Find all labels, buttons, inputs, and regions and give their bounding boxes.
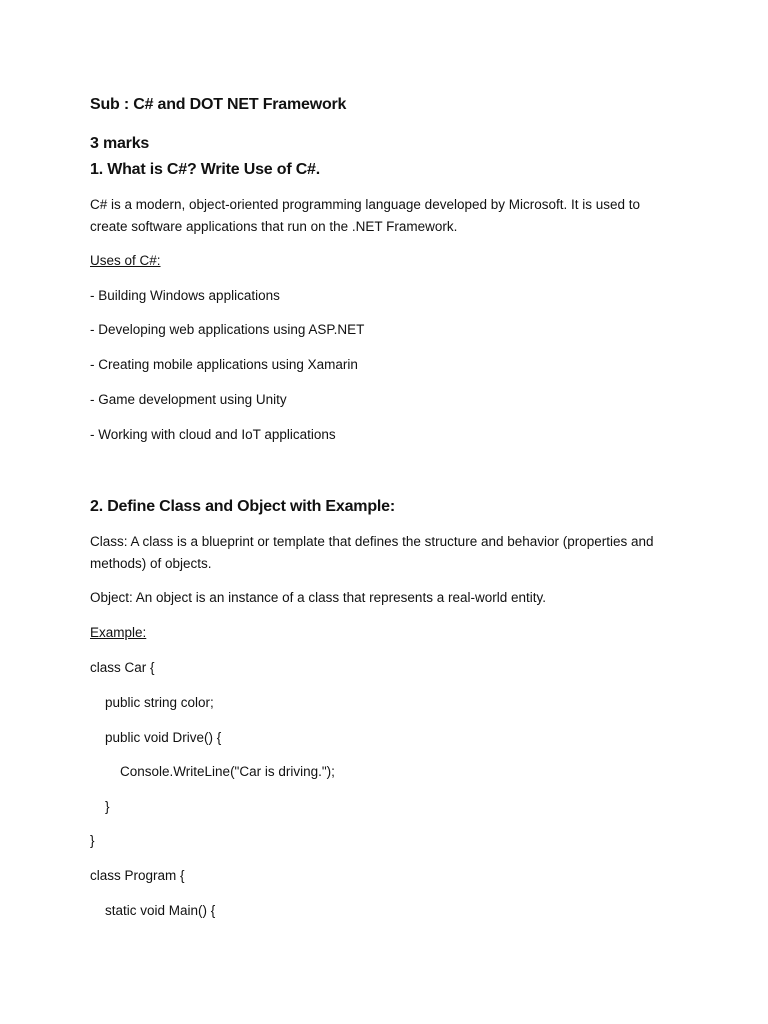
code-line: static void Main() { [90,903,216,918]
uses-heading: Uses of C#: [90,253,161,268]
use-item: - Working with cloud and IoT applications [90,427,336,442]
subject-heading: Sub : C# and DOT NET Framework [90,96,347,113]
code-line: } [90,833,95,848]
marks-heading: 3 marks [90,135,150,152]
use-item: - Game development using Unity [90,392,287,407]
question-2-title: 2. Define Class and Object with Example: [90,498,395,515]
question-1-answer: C# is a modern, object-oriented programming language developed by Microsoft. It is used to create software applications that run on the .NET Framework. [90,197,641,234]
code-line: class Program { [90,868,185,883]
question-1-title: 1. What is C#? Write Use of C#. [90,161,320,178]
code-line: public string color; [90,695,214,710]
class-definition: Class: A class is a blueprint or template that defines the structure and behavior (properties and methods) of objects. [90,534,654,571]
use-item: - Creating mobile applications using Xamarin [90,357,358,372]
use-item: - Developing web applications using ASP.NET [90,322,365,337]
use-item: - Building Windows applications [90,288,280,303]
code-line: class Car { [90,660,155,675]
code-line: public void Drive() { [90,730,222,745]
object-definition: Object: An object is an instance of a class that represents a real-world entity. [90,590,546,605]
code-line: } [90,799,110,814]
example-heading: Example: [90,625,147,640]
code-line: Console.WriteLine("Car is driving."); [90,764,335,779]
